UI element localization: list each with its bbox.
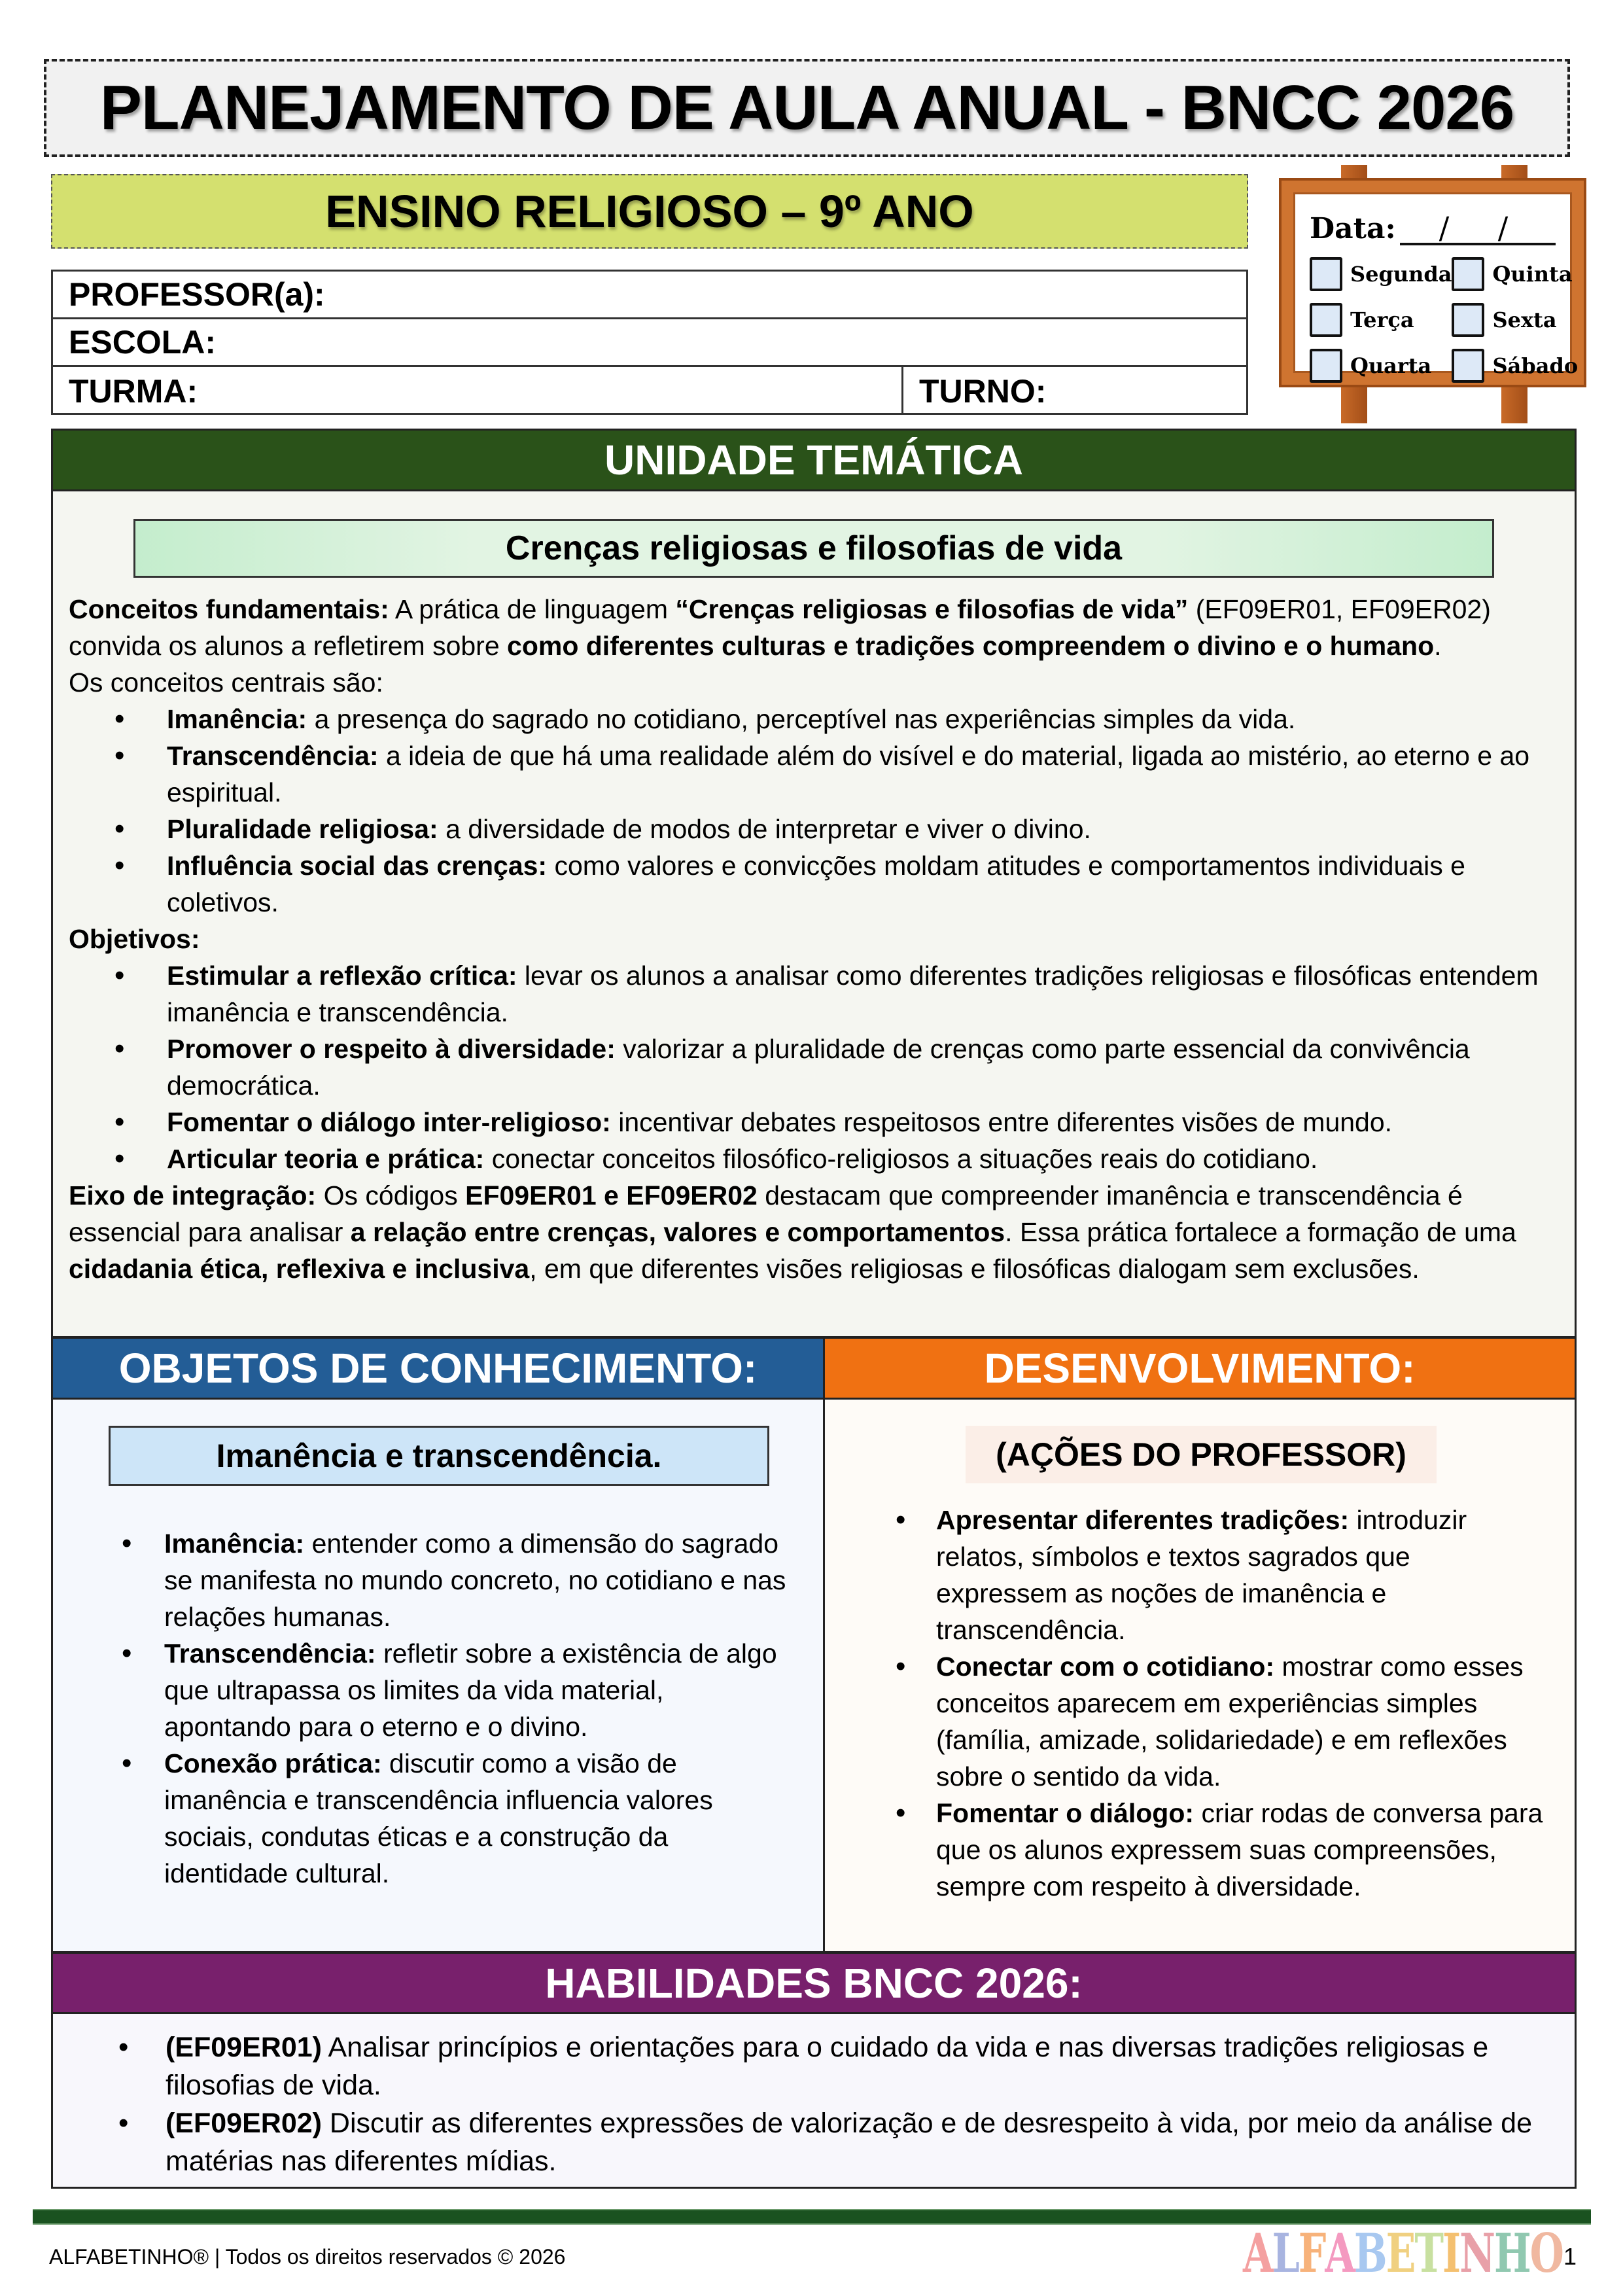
conceitos-list <box>69 701 1559 921</box>
text-span: destacam que compreender imanência e transcendência é essencial para analisar <box>69 1180 1463 1247</box>
logo-letter: I <box>1442 2223 1460 2286</box>
conceitos-paragraph <box>69 591 1559 664</box>
date-input[interactable] <box>1400 210 1556 245</box>
page-number: 1 <box>1563 2243 1577 2270</box>
logo-letter: L <box>1272 2223 1299 2286</box>
conceitos-label: Conceitos fundamentais: <box>69 594 389 624</box>
list-item <box>69 1140 1559 1177</box>
list-item <box>53 1745 797 1892</box>
text-span: A prática de linguagem <box>389 594 676 624</box>
date-separator: / <box>1439 210 1450 245</box>
objetos-desenvolvimento-section <box>51 1337 1577 1953</box>
unidade-header: UNIDADE TEMÁTICA <box>53 431 1575 491</box>
weekday-checklist <box>1310 257 1579 383</box>
list-item <box>69 1031 1559 1104</box>
item-text: mostrar como esses conceitos aparecem em experiências simples (família, amizade, solidariedade) e em reflexões sobre o sentido da vida. <box>936 1651 1524 1792</box>
item-text: refletir sobre a existência de algo que ultrapassa os limites da vida material, apontando para o eterno e o divino. <box>164 1638 777 1742</box>
list-item <box>69 847 1559 921</box>
habilidades-list <box>53 2028 1555 2180</box>
item-term: Apresentar diferentes tradições: <box>936 1505 1350 1535</box>
bold-span: a relação entre crenças, valores e comportamentos <box>350 1217 1005 1247</box>
bold-span: cidadania ética, reflexiva e inclusiva <box>69 1254 530 1284</box>
weekday-label: Sexta <box>1492 308 1557 332</box>
item-term: Pluralidade religiosa: <box>167 814 438 844</box>
objetos-header: OBJETOS DE CONHECIMENTO: <box>53 1339 823 1400</box>
item-term: Fomentar o diálogo inter-religioso: <box>167 1107 611 1137</box>
text-span: (EF09ER01, EF09ER02) convida os alunos a refletirem sobre <box>69 594 1491 661</box>
escola-row <box>53 319 1246 367</box>
text-span: Os códigos <box>316 1180 466 1210</box>
item-term: Influência social das crenças: <box>167 851 548 881</box>
logo-letter: A <box>1325 2223 1354 2286</box>
item-text: Analisar princípios e orientações para o cuidado da vida e nas diversas tradições religiosas e filosofias de vida. <box>166 2032 1489 2101</box>
logo-letter: N <box>1459 2223 1494 2286</box>
turno-field[interactable]: TURNO: <box>919 372 1047 410</box>
item-text: valorizar a pluralidade de crenças como parte essencial da convivência democrática. <box>167 1034 1470 1101</box>
objetivos-label <box>69 921 1559 957</box>
conceitos-intro: Os conceitos centrais são: <box>69 667 383 698</box>
list-item <box>53 2104 1555 2180</box>
item-text: incentivar debates respeitosos entre diferentes visões de mundo. <box>610 1107 1393 1137</box>
checkbox-icon[interactable] <box>1452 303 1484 337</box>
weekday-label: Quinta <box>1492 262 1573 287</box>
item-term: Imanência: <box>167 704 307 734</box>
subject-title: ENSINO RELIGIOSO – 9º ANO <box>325 186 974 237</box>
info-table <box>51 270 1248 415</box>
item-text: a presença do sagrado no cotidiano, perceptível nas experiências simples da vida. <box>307 704 1296 734</box>
logo-letter: F <box>1298 2223 1325 2286</box>
item-text: Discutir as diferentes expressões de valorização e de desrespeito à vida, por meio da análise de matérias nas diferentes mídias. <box>166 2108 1533 2177</box>
list-item <box>825 1648 1548 1795</box>
bold-span: como diferentes culturas e tradições compreendem o divino e o humano <box>507 631 1435 661</box>
desenvolvimento-list <box>825 1502 1548 1905</box>
desenvolvimento-subtitle: (AÇÕES DO PROFESSOR) <box>966 1426 1437 1483</box>
footer-copyright: ALFABETINHO® | Todos os direitos reservados © 2026 <box>49 2245 566 2269</box>
list-item <box>825 1502 1548 1648</box>
eixo-label: Eixo de integração: <box>69 1180 317 1210</box>
skill-code: (EF09ER01) <box>166 2032 322 2063</box>
list-item <box>69 957 1559 1031</box>
date-separator: / <box>1497 210 1509 245</box>
weekday-label: Segunda <box>1350 262 1452 287</box>
logo-letter: E <box>1386 2223 1415 2286</box>
item-term: Transcendência: <box>167 741 379 771</box>
item-term: Fomentar o diálogo: <box>936 1798 1195 1828</box>
item-text: levar os alunos a analisar como diferentes tradições religiosas e filosóficas entendem imanência e transcendência. <box>167 961 1539 1027</box>
turma-turno-row <box>53 367 1246 415</box>
escola-field[interactable]: ESCOLA: <box>69 324 216 361</box>
logo-letter: O <box>1529 2223 1563 2286</box>
list-item <box>69 701 1559 737</box>
objetos-column <box>53 1339 825 1951</box>
weekday-label: Quarta <box>1350 353 1432 378</box>
item-text: como valores e convicções moldam atitudes e comportamentos individuais e coletivos. <box>167 851 1465 917</box>
item-term: Conexão prática: <box>164 1748 382 1778</box>
weekday-option[interactable] <box>1452 303 1578 337</box>
item-text: criar rodas de conversa para que os alunos expressem suas compreensões, sempre com respeito à diversidade. <box>936 1798 1543 1901</box>
date-board <box>1279 165 1586 423</box>
bold-span: “Crenças religiosas e filosofias de vida” <box>675 594 1189 624</box>
weekday-option[interactable] <box>1310 303 1452 337</box>
item-text: introduzir relatos, símbolos e textos sagrados que expressem as noções de imanência e transcendência. <box>936 1505 1467 1645</box>
item-text: conectar conceitos filosófico-religiosos a situações reais do cotidiano. <box>484 1144 1318 1174</box>
subject-bar <box>51 174 1248 249</box>
list-item <box>53 1635 797 1745</box>
theme-box: Crenças religiosas e filosofias de vida <box>133 519 1494 578</box>
weekday-label: Terça <box>1350 308 1414 332</box>
logo-letter: B <box>1353 2223 1386 2286</box>
objetos-list <box>53 1525 797 1892</box>
item-term: Articular teoria e prática: <box>167 1144 485 1174</box>
turma-field[interactable]: TURMA: <box>53 367 903 415</box>
date-line <box>1310 206 1556 245</box>
title-box <box>44 59 1570 157</box>
unidade-tematica-section <box>51 429 1577 1338</box>
eixo-paragraph <box>69 1177 1559 1287</box>
list-item <box>53 2028 1555 2104</box>
item-term: Transcendência: <box>164 1638 376 1669</box>
board-frame <box>1279 178 1586 387</box>
desenvolvimento-column <box>825 1339 1575 1951</box>
objetivos-list <box>69 957 1559 1177</box>
unidade-body <box>53 578 1575 1287</box>
professor-field[interactable]: PROFESSOR(a): <box>69 276 325 313</box>
brand-logo <box>1243 2223 1563 2286</box>
text-span: . Essa prática fortalece a formação de uma <box>1005 1217 1516 1247</box>
bold-span: EF09ER01 e EF09ER02 <box>465 1180 758 1210</box>
item-text: a diversidade de modos de interpretar e viver o divino. <box>438 814 1091 844</box>
checkbox-icon[interactable] <box>1452 257 1484 291</box>
logo-letter: A <box>1243 2223 1272 2286</box>
objetos-subtitle: Imanência e transcendência. <box>109 1426 769 1486</box>
list-item <box>69 1104 1559 1140</box>
text-span: , em que diferentes visões religiosas e filosóficas dialogam sem exclusões. <box>529 1254 1420 1284</box>
logo-letter: H <box>1493 2223 1530 2286</box>
text-span: . <box>1434 631 1442 661</box>
item-term: Promover o respeito à diversidade: <box>167 1034 616 1064</box>
item-text: discutir como a visão de imanência e transcendência influencia valores sociais, condutas éticas e a construção da identidade cultural. <box>164 1748 713 1888</box>
weekday-option[interactable] <box>1310 349 1452 383</box>
weekday-option[interactable] <box>1310 257 1452 291</box>
list-item <box>53 1525 797 1635</box>
list-item <box>69 811 1559 847</box>
list-item <box>825 1795 1548 1905</box>
logo-letter: T <box>1414 2223 1443 2286</box>
objetivos-title: Objetivos: <box>69 924 200 954</box>
footer-band <box>33 2209 1591 2225</box>
item-term: Estimular a reflexão crítica: <box>167 961 517 991</box>
date-label: Data: <box>1310 212 1396 245</box>
item-term: Imanência: <box>164 1528 305 1559</box>
board-inner <box>1293 192 1579 378</box>
weekday-option[interactable] <box>1452 257 1578 291</box>
item-text: entender como a dimensão do sagrado se manifesta no mundo concreto, no cotidiano e nas relações humanas. <box>164 1528 786 1632</box>
desenvolvimento-header: DESENVOLVIMENTO: <box>825 1339 1575 1400</box>
professor-row <box>53 272 1246 319</box>
habilidades-section <box>51 1952 1577 2189</box>
page-title: PLANEJAMENTO DE AULA ANUAL - BNCC 2026 <box>99 73 1514 143</box>
list-item <box>69 737 1559 811</box>
checkbox-icon[interactable] <box>1452 349 1484 383</box>
habilidades-header: HABILIDADES BNCC 2026: <box>53 1954 1575 2014</box>
weekday-option[interactable] <box>1452 349 1578 383</box>
checkbox-icon[interactable] <box>1310 257 1342 291</box>
checkbox-icon[interactable] <box>1310 303 1342 337</box>
weekday-label: Sábado <box>1492 353 1579 378</box>
skill-code: (EF09ER02) <box>166 2108 322 2139</box>
item-term: Conectar com o cotidiano: <box>936 1651 1275 1682</box>
item-text: a ideia de que há uma realidade além do visível e do material, ligada ao mistério, ao eterno e ao espiritual. <box>167 741 1530 807</box>
checkbox-icon[interactable] <box>1310 349 1342 383</box>
